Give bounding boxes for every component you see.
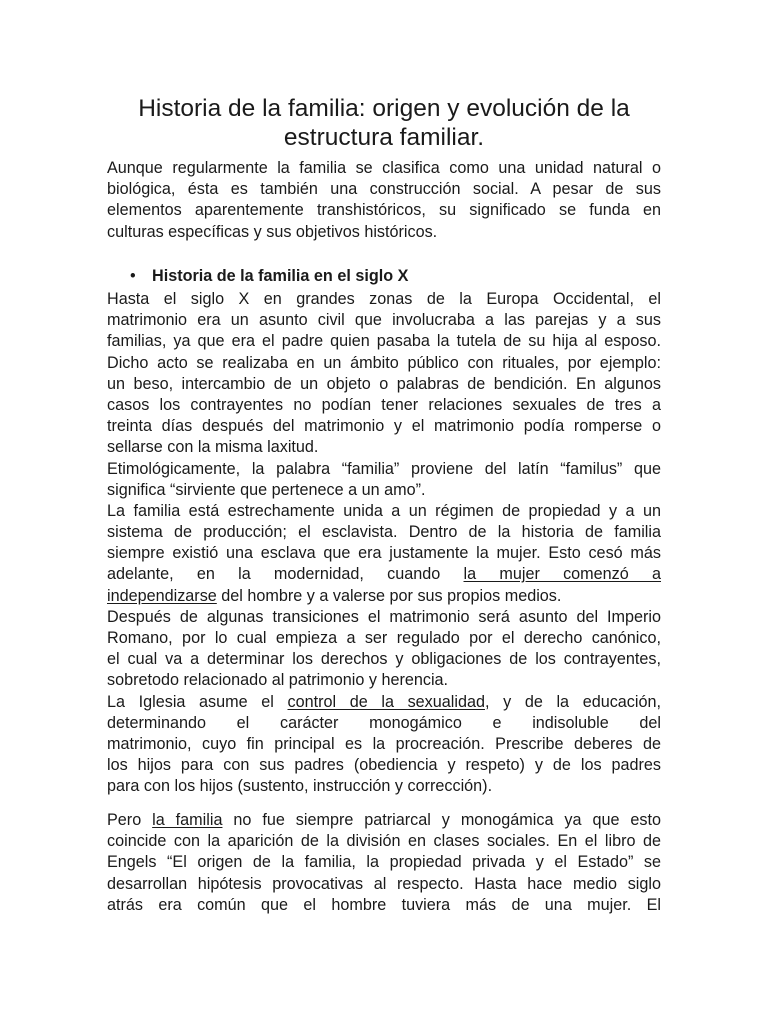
hyperlink-independizarse-end[interactable]: independizarse [107,586,217,605]
text-line [107,692,661,713]
section-2-body [107,810,661,916]
title-line-2: estructura familiar. [283,124,485,151]
text-line: el cual va a determinar los derechos y obligaciones de los contrayentes, [107,650,661,669]
text-line: elementos aparentemente transhistóricos, su significado se funda en [107,201,661,220]
text-line: Romano, por lo cual empieza a ser regulado por el derecho canónico, [107,629,661,647]
text-line: siempre existió una esclava que era justamente la mujer. Esto cesó más [107,544,661,563]
text-line: un beso, intercambio de un objeto o palabras de bendición. En algunos [107,374,661,393]
text-line: casos los contrayentes no podían tener relaciones sexuales de tres a [107,395,661,414]
text-line: Hasta el siglo X en grandes zonas de la Europa Occidental, el [107,290,661,308]
text-line [107,810,661,831]
text-line: familias, ya que era el padre quien pasaba la tutela de su hija al esposo. [107,332,661,351]
hyperlink-control-sexualidad[interactable]: control de la sexualidad [287,692,485,711]
bullet-icon: • [130,267,136,285]
text-line: coincide con la aparición de la división en clases sociales. En el libro de [107,832,661,851]
text-line: Aunque regularmente la familia se clasifica como una unidad natural o [107,159,661,177]
text-line: Etimológicamente, la palabra “familia” proviene del latín “familus” que [107,459,661,478]
text-line: sellarse con la misma laxitud. [107,438,319,457]
text-line: los hijos para con sus padres (obediencia y respeto) y de los padres [107,756,661,775]
text-line: significa “sirviente que pertenece a un amo”. [107,480,426,499]
text-line: determinando el carácter monogámico e indisoluble del [107,713,661,732]
bullet-heading [130,266,408,287]
text-segment: Pero [107,811,153,829]
text-line: matrimonio era un asunto civil que involucraba a las parejas y a sus [107,311,661,330]
section-heading: Historia de la familia en el siglo X [152,267,409,285]
text-segment: , y de la educación, [484,692,661,711]
text-line: treinta días después del matrimonio y el matrimonio podía romperse o [107,417,661,436]
text-line [107,586,661,607]
text-segment: adelante, en la modernidad, cuando [107,565,464,584]
title-line-1: Historia de la familia: origen y evolución de la [138,95,630,122]
text-line: desarrollan hipótesis provocativas al respecto. Hasta hace medio siglo [107,874,661,893]
text-line [107,564,661,585]
text-line: atrás era común que el hombre tuviera más de una mujer. El [107,895,661,914]
document-title [107,94,661,152]
text-line: sobretodo relacionado al patrimonio y herencia. [107,671,449,690]
text-line: biológica, ésta es también una construcción social. A pesar de sus [107,180,661,199]
text-line: culturas específicas y sus objetivos históricos. [107,222,438,241]
hyperlink-la-familia[interactable]: la familia [152,811,223,829]
text-segment: no fue siempre patriarcal y monogámica ya que esto [222,811,661,829]
section-1-body [107,289,661,798]
text-line: Dicho acto se realizaba en un ámbito público con rituales, por ejemplo: [107,353,661,372]
text-line: sistema de producción; el esclavista. Dentro de la historia de familia [107,523,661,542]
text-line: La familia está estrechamente unida a un régimen de propiedad y a un [107,501,661,520]
text-segment: La Iglesia asume el [107,692,288,711]
text-line: matrimonio, cuyo fin principal es la procreación. Prescribe deberes de [107,734,661,753]
hyperlink-independizarse[interactable]: la mujer comenzó a [463,565,661,584]
text-line: para con los hijos (sustento, instrucción y corrección). [107,777,493,796]
text-segment: del hombre y a valerse por sus propios medios. [216,586,562,605]
intro-paragraph [107,158,661,243]
text-line: Engels “El origen de la familia, la propiedad privada y el Estado” se [107,853,661,872]
text-line: Después de algunas transiciones el matrimonio será asunto del Imperio [107,607,661,626]
